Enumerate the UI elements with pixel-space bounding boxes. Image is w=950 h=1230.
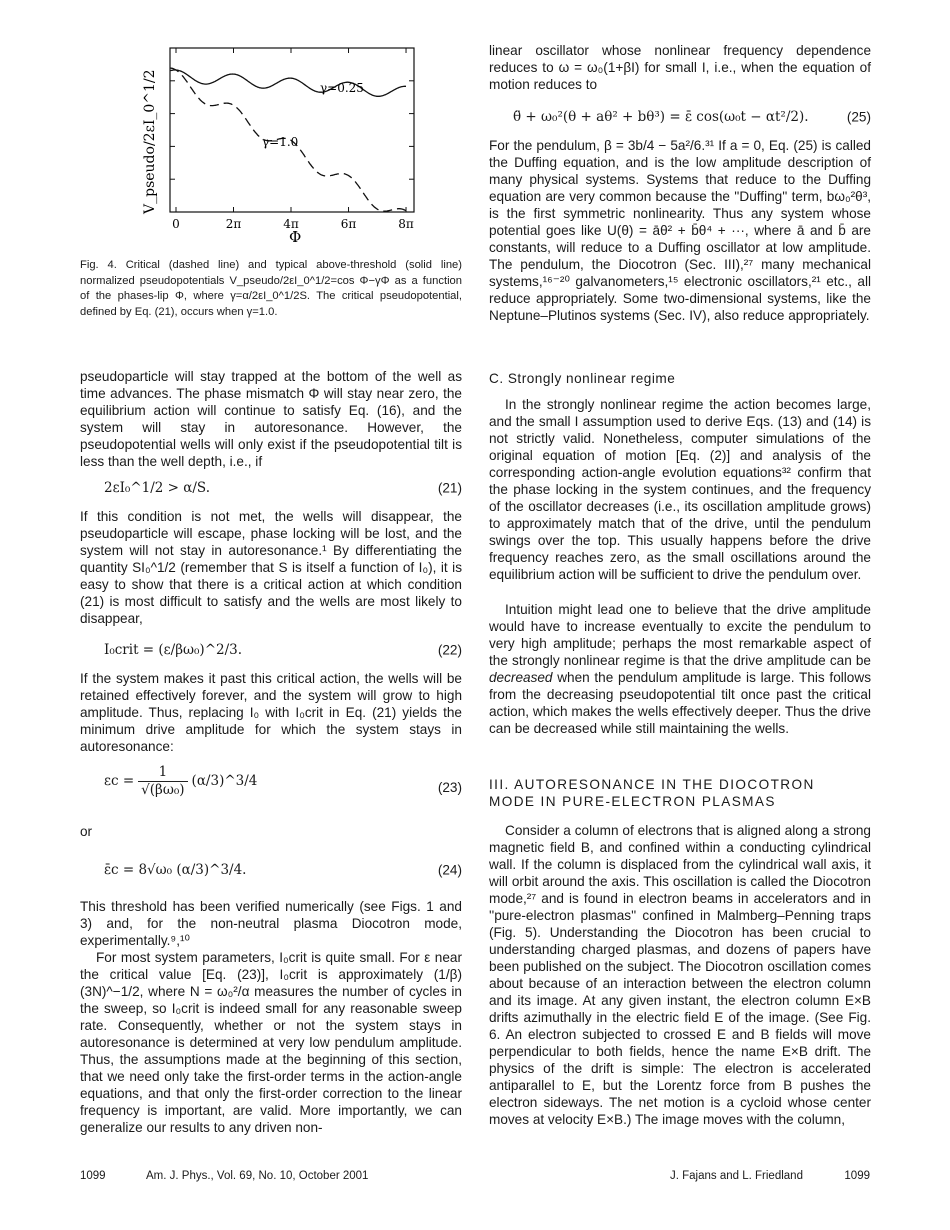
right-paragraph-1: linear oscillator whose nonlinear frequency dependence reduces to ω = ω₀(1+βI) for small I, i.e., when the equation of motion reduces to [489,43,871,92]
x-tick-label: 8π [398,217,414,231]
y-axis-label: V_pseudo/2εI_0^1/2 [142,69,158,214]
x-tick-label: 0 [172,217,180,231]
equation-22: I₀crit = (ε/βω₀)^2/3. (22) [104,641,462,658]
left-paragraph-2: If this condition is not met, the wells will disappear, the pseudoparticle will escape, phase locking will be lost, and the system will not stay in autoresonance.¹ By differentiating the quantity SI₀^1/2 (remember that S is itself a function of I₀), it is easy to show that there is a critical action at which condition (21) is most difficult to satisfy and the wells are most likely to disappear, [80,509,462,626]
authors: J. Fajans and L. Friedland [670,1170,803,1182]
figure-4-plot [132,40,472,255]
x-tick-label: 4π [283,217,299,231]
page-number-right: 1099 [844,1170,870,1182]
page-number-left: 1099 [80,1170,106,1182]
equation-25: θ̈ + ω₀²(θ + aθ² + bθ³) = ε̄ cos(ω₀t − αt²/2). (25) [513,108,871,125]
right-paragraph-4: Intuition might lead one to believe that the drive amplitude would have to increase eventually to excite the pendulum to very high amplitude; perhaps the most remarkable aspect of the strongly nonlinear regime is that the drive amplitude can be decreased when the pendulum amplitude is large. This follows from the decreasing pseudopotential tilt once past the critical action, which makes the wells effectively deeper. Thus the drive can be decreased while still maintaining the wells. [489,602,871,736]
plot-frame [170,48,414,212]
equation-21: 2εI₀^1/2 > α/S. (21) [104,479,462,496]
journal-citation: Am. J. Phys., Vol. 69, No. 10, October 2001 [146,1170,369,1182]
or-text: or [80,824,93,839]
section-heading-iii: III. AUTORESONANCE IN THE DIOCOTRON MODE IN PURE-ELECTRON PLASMAS [489,777,815,809]
equation-24: ε̄c = 8√ω₀ (α/3)^3/4. (24) [104,861,462,878]
figure-caption: Fig. 4. Critical (dashed line) and typical above-threshold (solid line) normalized pseudopotentials V_pseudo/2εI_0^1/2=cos Φ−γΦ as a function of the phases-lip Φ, where γ=α/2εI_0^1/2S. The critical pseudopotential, defined by Eq. (21), occurs when γ=1.0. [80,259,462,318]
right-paragraph-2: For the pendulum, β = 3b/4 − 5a²/6.³¹ If a = 0, Eq. (25) is called the Duffing equation, and is the low amplitude description of many physical systems. Systems that reduce to the Duffing equation are very common because the ''Duffing'' term, bω₀²θ³, is the first symmetric nonlinearity. Thus any system whose potential goes like U(θ) = āθ² + b̄θ⁴ + ···, where ā and b̄ are constants, will reduce to a Duffing oscillator at low amplitude. The pendulum, the Diocotron (Sec. III),²⁷ many mechanical systems,¹⁶⁻²⁰ galvanometers,¹⁵ electronic oscillators,²¹ etc., all reduce appropriately. Some two-dimensional systems, like the Neptune–Plutinos systems (Sec. IV), also reduce appropriately. [489,138,871,323]
figure-4 [132,40,462,255]
left-paragraph-4: This threshold has been verified numerically (see Figs. 1 and 3) and, for the non-neutral plasma Diocotron mode, experimentally.⁹,¹⁰ [80,899,462,948]
gamma-dashed-label: γ=1.0 [262,135,299,149]
x-tick-label: 2π [225,217,242,231]
x-axis-label: Φ [289,228,302,246]
right-paragraph-5: Consider a column of electrons that is aligned along a strong magnetic field B, and confined within a conducting cylindrical wall. If the column is displaced from the cylindrical wall axis, it will orbit around the axis. This oscillation is called the Diocotron mode,²⁷ and is found in electron beams in accelerators and in ''pure-electron plasmas'' confined in Malmberg–Penning traps (Fig. 5). Understanding the Diocotron has been crucial to understanding charged plasmas, and dozens of papers have been published on the subject. The Diocotron oscillation comes about because of an interaction between the electron column and its image. At any given instant, the electron column E×B drifts azimuthally in the electric field E of the image. (See Fig. 6. An electron subjected to crossed E and B fields will move perpendicular to both fields, hence the name E×B drift. The physics of the drift is simple: The electron is accelerated antiparallel to E, but the Lorentz force from B pushes the electron sideways. The net motion is a cycloid whose center moves at velocity E×B.) The image moves with the column, [489,823,871,1127]
section-heading-c: C. Strongly nonlinear regime [489,371,676,386]
tick-marks [170,48,414,212]
left-paragraph-5: For most system parameters, I₀crit is quite small. For ε near the critical value [Eq. (23)], I₀crit is approximately (1/β)(3N)^−1/2, where N = ω₀²/α measures the number of cycles in the sweep, so I₀crit is indeed small for any reasonable sweep rate. Consequently, whether or not the system stays in autoresonance is determined at very low pendulum amplitude. Thus, the assumptions made at the beginning of this section, that we need only take the first-order terms in the action-angle equations, and that only the first-order correction to the linear frequency is important, are valid. More importantly, we can generalize our results to any driven non- [80,950,462,1135]
left-paragraph-1: pseudoparticle will stay trapped at the bottom of the well as time advances. The phase mismatch Φ will stay near zero, the equilibrium action will continue to satisfy Eq. (16), and the system will stay in autoresonance. However, the pseudopotential wells will only exist if the pseudopotential tilt is less than the well depth, i.e., if [80,369,462,469]
series-line-solid [171,70,407,96]
left-paragraph-3: If the system makes it past this critical action, the wells will be retained effectively forever, and the system will grow to high amplitude. Thus, replacing I₀ with I₀crit in Eq. (21) yields the minimum drive amplitude for which the system stays in autoresonance: [80,671,462,754]
gamma-solid-label: γ=0.25 [320,81,364,95]
x-tick-label: 6π [340,217,357,231]
right-paragraph-3: In the strongly nonlinear regime the action becomes large, and the small I assumption used to derive Eqs. (13) and (14) is not strictly valid. Nonetheless, computer simulations of the original equation of motion [Eq. (2)] and analysis of the corresponding action-angle evolution equations³² confirm that the phase locking in the system continues, and the frequency of the oscillator decreases (i.e., its oscillation amplitude grows) to approximately match that of the drive, until the pendulum swings over the top. This usually happens before the drive frequency reaches zero, as the small oscillations around the equilibrium action will be sufficient to drive the pendulum over. [489,397,871,582]
equation-23: εc = $\frac{1}{\text{√(βω₀)}}$ (α/3)^3/4 (23) [104,764,462,798]
